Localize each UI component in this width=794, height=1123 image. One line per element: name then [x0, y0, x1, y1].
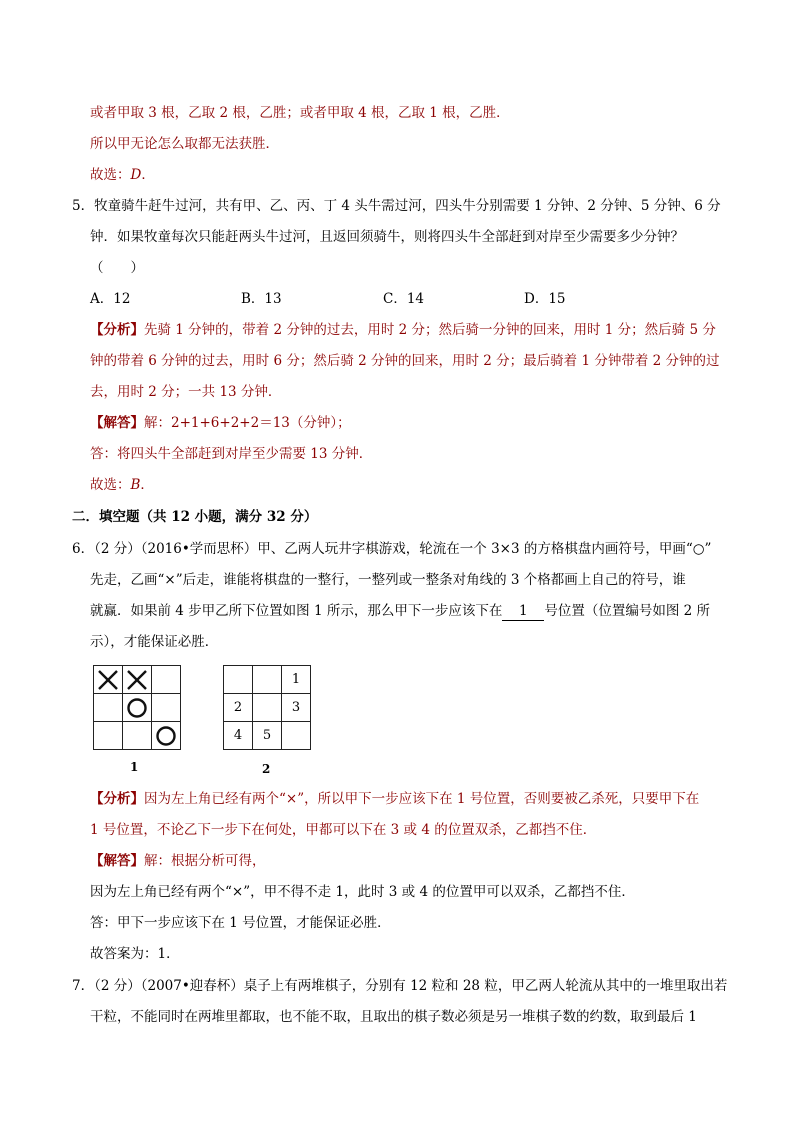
prev-choice-line — [90, 166, 155, 184]
q7-line-1 — [72, 977, 727, 995]
q5-analysis-1: 先骑 1 分钟的，带着 2 分钟的过去，用时 2 分；然后骑一分钟的回来，用时 1 分；然后骑 5 分 — [144, 322, 716, 338]
fig1-cell — [94, 722, 123, 750]
figure-1-board — [93, 665, 181, 750]
q6-solution-line-1 — [90, 852, 266, 870]
q6-line-3 — [90, 602, 710, 621]
fig2-cell — [282, 722, 311, 750]
q5-choice-answer: B — [130, 477, 141, 493]
q5-choice-prefix: 故选： — [90, 477, 131, 493]
q6-text-3b: 号位置（位置编号如图 2 所 — [544, 603, 711, 619]
q7-text-2: 干粒，不能同时在两堆里都取，也不能不取，且取出的棋子数必须是另一堆棋子数的约数，取到最后 1 — [90, 1009, 697, 1025]
q6-text-4: 示），才能保证必胜． — [90, 634, 219, 650]
x-mark-icon — [126, 669, 148, 691]
q5-analysis-line-1 — [90, 321, 716, 339]
fig1-cell — [123, 722, 152, 750]
q5-choice-line — [90, 476, 154, 494]
figure-2-board — [223, 665, 311, 750]
prev-solution-line-1: 或者甲取 3 根，乙取 2 根，乙胜；或者甲取 4 根，乙取 1 根，乙胜． — [90, 105, 510, 121]
x-mark-icon — [97, 669, 119, 691]
fig2-cell — [253, 694, 282, 722]
q6-solution-2: 因为左上角已经有两个“×”，甲不得不走 1，此时 3 或 4 的位置甲可以双杀，乙都挡不住． — [90, 884, 635, 900]
fig1-cell — [123, 694, 152, 722]
q6-solution-3: 答：甲下一步应该下在 1 号位置，才能保证必胜． — [90, 915, 391, 931]
choice-suffix: ． — [141, 167, 155, 183]
q5-option-c: C．14 — [383, 291, 425, 307]
q6-answer-blank: 1 — [502, 602, 544, 621]
q6-analysis-2: 1 号位置，不论乙下一步下在何处，甲都可以下在 3 或 4 的位置双杀，乙都挡不住． — [90, 822, 597, 838]
figure-1-caption: 1 — [130, 760, 139, 774]
o-mark-icon — [126, 697, 148, 719]
fig2-cell: 5 — [253, 722, 282, 750]
fig1-cell — [94, 694, 123, 722]
q6-analysis-tag: 【分析】 — [90, 791, 144, 807]
q6-text-3a: 就赢．如果前 4 步甲乙所下位置如图 1 所示，那么甲下一步应该下在 — [90, 603, 503, 619]
q5-analysis-tag: 【分析】 — [90, 322, 144, 338]
q5-analysis-3: 去，用时 2 分；一共 13 分钟． — [90, 384, 282, 400]
prev-solution-line-2: 所以甲无论怎么取都无法获胜． — [90, 136, 279, 152]
q6-line-1 — [72, 540, 711, 558]
q5-analysis-2: 钟的带着 6 分钟的过去，用时 6 分；然后骑 2 分钟的回来，用时 2 分；最后骑着 1 分钟带着 2 分钟的过 — [90, 353, 720, 369]
q6-answer: 故答案为：1． — [90, 946, 180, 962]
figure-2-caption: 2 — [262, 762, 271, 776]
choice-answer: D — [130, 167, 142, 183]
q5-solution-1: 解：2+1+6+2+2＝13（分钟）； — [144, 415, 351, 431]
q6-text-1: （2 分）（2016•学而思杯）甲、乙两人玩井字棋游戏，轮流在一个 3×3 的方格棋盘内画符号，甲画“○” — [94, 541, 712, 557]
choice-prefix: 故选： — [90, 167, 131, 183]
fig2-cell — [253, 666, 282, 694]
q5-solution-2: 答：将四头牛全部赶到对岸至少需要 13 分钟． — [90, 446, 373, 462]
fig2-cell: 1 — [282, 666, 311, 694]
q5-solution-tag: 【解答】 — [90, 415, 144, 431]
q6-solution-tag: 【解答】 — [90, 853, 144, 869]
q5-number: 5． — [72, 198, 95, 214]
fig2-cell — [224, 666, 253, 694]
q6-analysis-1: 因为左上角已经有两个“×”，所以甲下一步应该下在 1 号位置，否则要被乙杀死，只要甲下在 — [144, 791, 700, 807]
fig1-cell — [152, 722, 181, 750]
fig1-cell — [123, 666, 152, 694]
fig1-cell — [152, 666, 181, 694]
fig1-cell — [152, 694, 181, 722]
q6-text-2: 先走，乙画“×”后走，谁能将棋盘的一整行，一整列或一整条对角线的 3 个格都画上自己的符号，谁 — [90, 572, 686, 588]
q5-solution-line-1 — [90, 414, 351, 432]
q6-solution-1: 解：根据分析可得， — [144, 853, 266, 869]
q5-text-1: 牧童骑牛赶牛过河，共有甲、乙、丙、丁 4 头牛需过河，四头牛分别需要 1 分钟、2 分钟、5 分钟、6 分 — [94, 198, 721, 214]
fig1-cell — [94, 666, 123, 694]
q5-paren: （ ） — [90, 260, 144, 276]
q7-number: 7． — [72, 978, 95, 994]
q5-choice-suffix: ． — [140, 477, 154, 493]
fig2-cell: 3 — [282, 694, 311, 722]
q5-option-d: D．15 — [524, 291, 566, 307]
o-mark-icon — [155, 725, 177, 747]
section-heading: 二．填空题（共 12 小题，满分 32 分） — [72, 509, 318, 525]
q6-number: 6． — [72, 541, 95, 557]
q5-line-1 — [72, 197, 721, 215]
fig2-cell: 2 — [224, 694, 253, 722]
q5-option-a: A．12 — [90, 291, 131, 307]
fig2-cell: 4 — [224, 722, 253, 750]
q7-text-1: （2 分）（2007•迎春杯）桌子上有两堆棋子，分别有 12 粒和 28 粒，甲乙两人轮流从其中的一堆里取出若 — [94, 978, 728, 994]
q6-analysis-line-1 — [90, 790, 699, 808]
q5-option-b: B．13 — [241, 291, 282, 307]
q5-text-2: 钟．如果牧童每次只能赶两头牛过河，且返回须骑牛，则将四头牛全部赶到对岸至少需要多少分钟？ — [90, 229, 684, 245]
